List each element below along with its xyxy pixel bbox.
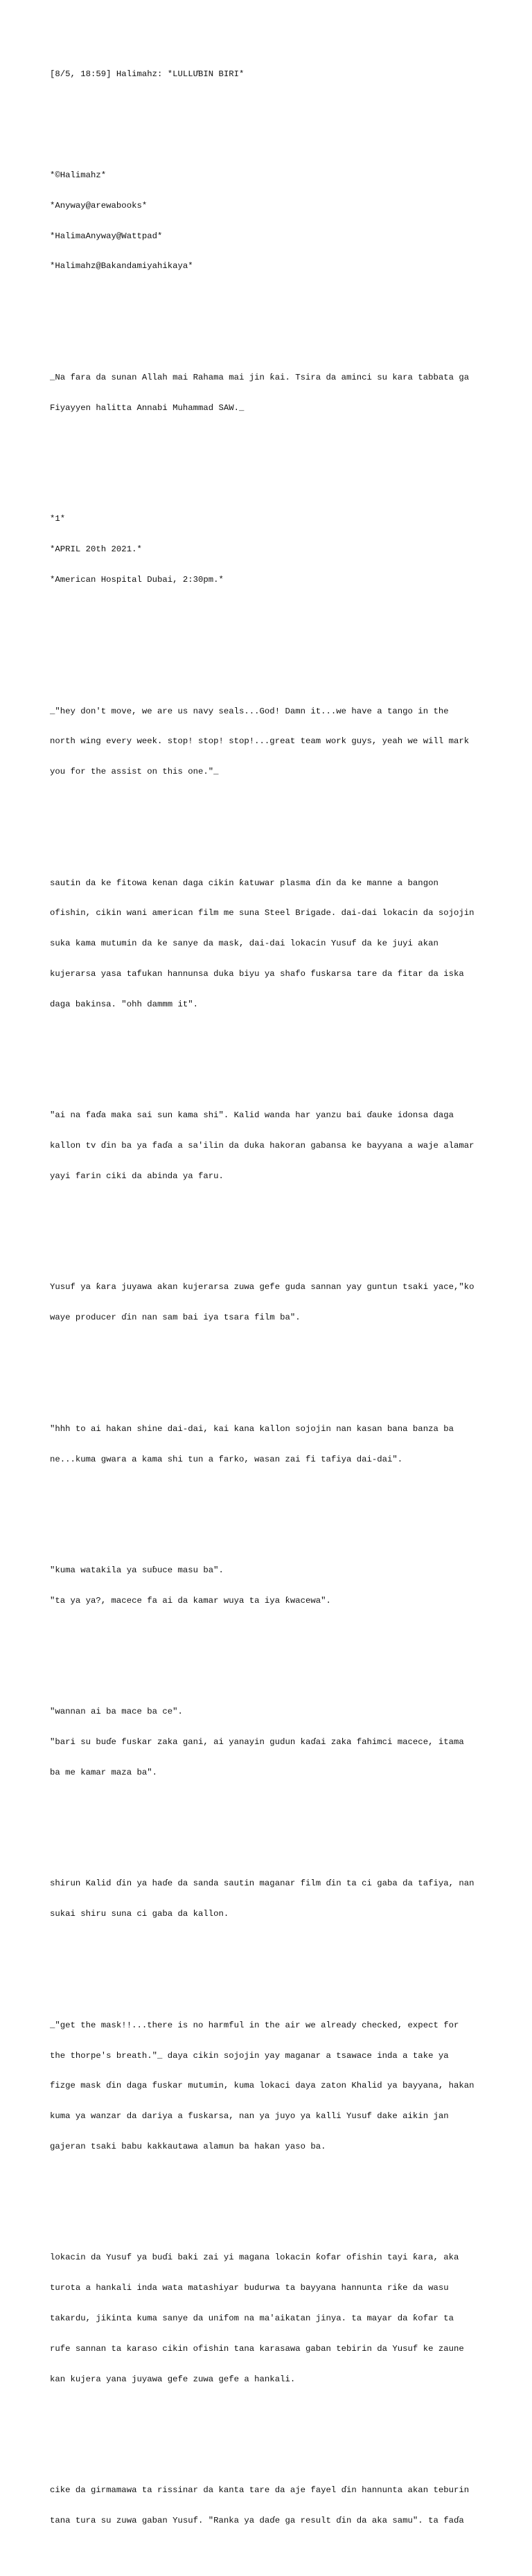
credit-line: *©Halimahz* <box>50 170 107 181</box>
paragraph <box>50 1262 493 1343</box>
document-page <box>50 49 493 2576</box>
paragraph-line: "ai na faɗa maka sai sun kama shi". Kalid wanda har yanzu bai ɗauke idonsa daga <box>50 1110 454 1121</box>
spacer <box>50 1222 493 1232</box>
chapter-date: *APRIL 20th 2021.* <box>50 544 142 555</box>
paragraph-line: kan kujera yana juyawa gefe zuwa gefe a hankali. <box>50 2374 296 2384</box>
message-header: [8/5, 18:59] Halimahz: *LULLƯBIN BIRI* <box>50 69 245 80</box>
paragraph-line: turota a hankali inda wata matashiyar budurwa ta bayyana hannunta riƙe da wasu <box>50 2283 449 2293</box>
paragraph <box>50 1545 493 1626</box>
credit-line: *Halimahz@Bakandamiyahikaya* <box>50 261 193 272</box>
chapter-heading <box>50 494 493 605</box>
paragraph-line: kuma ya wanzar da dariya a fuskarsa, nan ya juyo ya kalli Yusuf dake aikin jan <box>50 2111 449 2122</box>
paragraph-line: yayi farin ciki da abinda ya faru. <box>50 1171 224 1181</box>
paragraph-line: _"hey don't move, we are us navy seals...God! Damn it...we have a tango in the <box>50 706 449 716</box>
paragraph <box>50 858 493 1030</box>
paragraph-line: lokacin da Yusuf ya buɗi baki zai yi magana lokacin ƙofar ofishin tayi ƙara, aka <box>50 2253 459 2263</box>
paragraph-line: kallon tv ɗin ba ya faɗa a sa'ilin da duka hakoran gabansa ke bayyana a waje alamar <box>50 1141 475 1151</box>
paragraph <box>50 2232 493 2404</box>
paragraph-line: waye producer ɗin nan sam bai iya tsara film ba". <box>50 1313 301 1323</box>
spacer <box>50 1818 493 1829</box>
dedication-block <box>50 353 493 434</box>
dedication-line: Fiyayyen halitta Annabi Muhammad SAW._ <box>50 402 245 413</box>
paragraph-line: sautin da ke fitowa kenan daga cikin ƙatuwar plasma ɗin da ke manne a bangon <box>50 878 438 888</box>
spacer <box>50 1050 493 1060</box>
spacer <box>50 625 493 636</box>
paragraph-line: gajeran tsaki babu kakkautawa alamun ba hakan yaso ba. <box>50 2141 326 2151</box>
paragraph-line: the thorpe's breath."_ daya cikin sojojin yay maganar a tsawace inda a take ya <box>50 2050 449 2061</box>
paragraph <box>50 2000 493 2172</box>
paragraph-line: cike da girmamawa ta rissinar da kanta tare da aje fayel ɗin hannunta akan teburin <box>50 2485 470 2496</box>
paragraph-line: _"get the mask!!...there is no harmful in the air we already checked, expect for <box>50 2020 459 2030</box>
spacer <box>50 100 493 120</box>
paragraph <box>50 1687 493 1798</box>
credit-line: *Anyway@arewabooks* <box>50 200 148 211</box>
paragraph-line: ne...kuma gwara a kama shi tun a farko, wasan zai fi tafiya dai-dai". <box>50 1454 403 1464</box>
paragraph-line: "wannan ai ba mace ba ce". <box>50 1707 183 1717</box>
paragraph-line: ba me kamar maza ba". <box>50 1767 157 1777</box>
paragraph-line: north wing every week. stop! stop! stop!...great team work guys, yeah we will mark <box>50 736 470 747</box>
paragraph <box>50 1404 493 1485</box>
spacer <box>50 1505 493 1516</box>
chapter-number: *1* <box>50 514 66 524</box>
paragraph-line: tana tura su zuwa gaban Yusuf. "Ranka ya daɗe ga result ɗin da aka samu". ta faɗa <box>50 2515 464 2525</box>
paragraph-line: Yusuf ya ƙara juyawa akan kujerarsa zuwa gefe guda sannan yay guntun tsaki yace,"ko <box>50 1282 475 1293</box>
spacer <box>50 1363 493 1374</box>
paragraph-line: "bari su buɗe fuskar zaka gani, ai yanayin gudun kaɗai zaka fahimci macece, itama <box>50 1737 464 1748</box>
paragraph-line: "kuma watakila ya suɓuce masu ba". <box>50 1565 224 1576</box>
paragraph <box>50 686 493 797</box>
paragraph <box>50 2465 493 2546</box>
chapter-location: *American Hospital Dubai, 2:30pm.* <box>50 574 224 585</box>
paragraph-line: rufe sannan ta karaso cikin ofishin tana karasawa gaban tebirin da Yusuf ke zaune <box>50 2343 464 2354</box>
spacer <box>50 1960 493 1970</box>
paragraph-line: kujerarsa yasa tafukan hannunsa duka biyu ya shafo fuskarsa tare da fitar da iska <box>50 969 464 979</box>
paragraph-line: shirun Kalid ɗin ya haɗe da sanda sautin maganar film ɗin ta ci gaba da tafiya, nan <box>50 1878 475 1889</box>
spacer <box>50 2425 493 2435</box>
credits-block <box>50 150 493 292</box>
paragraph <box>50 1858 493 1939</box>
paragraph-line: ofishin, cikin wani american film me suna Steel Brigade. dai-dai lokacin da sojojin <box>50 908 475 918</box>
paragraph-line: fizge mask ɗin daga fuskar mutumin, kuma lokaci daya zaton Khalid ya bayyana, hakan <box>50 2081 475 2091</box>
story-body <box>50 666 493 2566</box>
paragraph-line: sukai shiru suna ci gaba da kallon. <box>50 1909 229 1919</box>
spacer <box>50 1646 493 1657</box>
paragraph-line: suka kama mutumin da ke sanye da mask, dai-dai lokacin Yusuf da ke juyi akan <box>50 939 438 949</box>
paragraph-line: "ta ya ya?, macece fa ai da kamar wuya ta iya ƙwacewa". <box>50 1595 331 1606</box>
spacer <box>50 454 493 464</box>
paragraph-line: takardu, jikinta kuma sanye da unifom na ma'aikatan jinya. ta mayar da ƙofar ta <box>50 2313 454 2323</box>
paragraph <box>50 1090 493 1202</box>
spacer <box>50 817 493 828</box>
dedication-line: _Na fara da sunan Allah mai Rahama mai jin ƙai. Tsira da aminci su kara tabbata ga <box>50 373 470 382</box>
paragraph-line: you for the assist on this one."_ <box>50 767 219 777</box>
paragraph-line: daga bakinsa. "ohh dammm it". <box>50 999 199 1009</box>
spacer <box>50 2192 493 2203</box>
spacer <box>50 312 493 322</box>
paragraph-line: "hhh to ai hakan shine dai-dai, kai kana kallon sojojin nan kasan bana banza ba <box>50 1423 454 1434</box>
credit-line: *HalimaAnyway@Wattpad* <box>50 231 163 241</box>
